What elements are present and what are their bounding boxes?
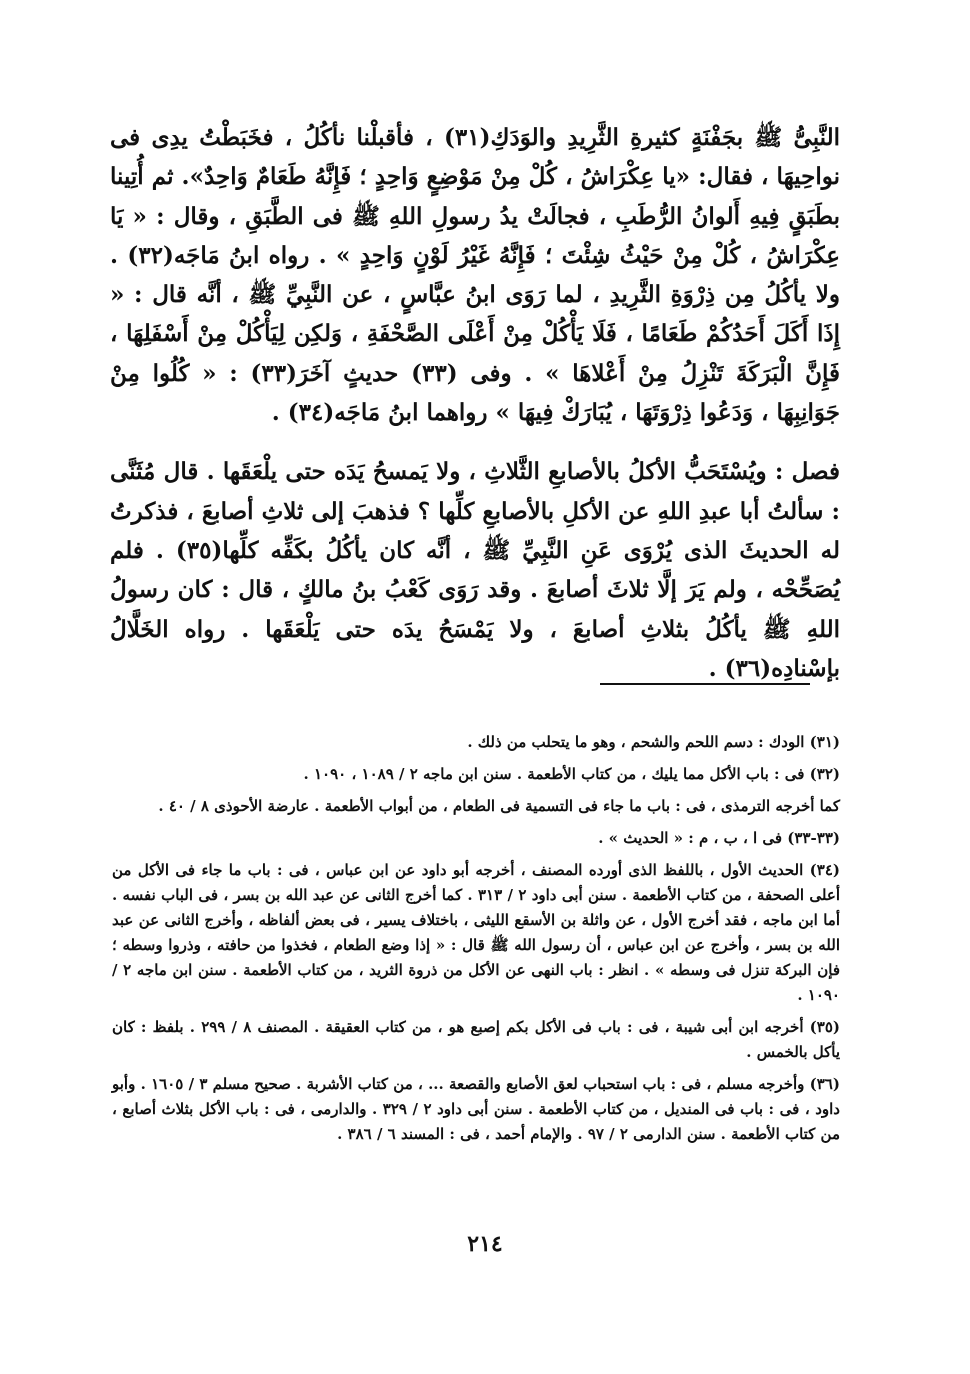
section-label: فصل : — [774, 458, 840, 486]
paragraph-2: ويُسْتَحَبُّ الأكلُ بالأصابعِ الثَّلاثِ ، ولا يَمسحُ يَدَه حتى يلْعَقَها . قال مُثَنَّى : سألتُ أبا عبدِ اللهِ عن الأكلِ بالأصابعِ كلِّها ؟ فذهبَ إلى ثلاثِ أصابعَ ، فذكرتُ له الحديثَ الذى يُرْوَى عَنِ النَّبِيِّ ﷺ ، أنَّه كان يأكُلُ بكَفِّه كلِّها(٣٥) . فلم يُصَحِّحْه ، ولم يَرَ إلَّا ثلاثَ أصابعَ . وقد رَوَى كَعْبُ بنُ مالكٍ ، قال : كان رسولُ اللهِ ﷺ يأكُلُ بثلاثِ أصابعَ ، ولا يَمْسَحُ يدَه حتى يَلْعَقَها . رواه الخَلَّالُ بإسْنادِه(٣٦) . — [110, 458, 840, 682]
paragraph-2-container — [110, 452, 840, 688]
footnotes — [112, 730, 840, 1154]
footnote-34: (٣٤) الحديث الأول ، باللفظ الذى أورده المصنف ، أخرجه أبو داود عن ابن عباس ، فى : باب ما جاء فى الأكل من أعلى الصحفة ، من كتاب الأطعمة . سنن أبى داود ٢ / ٣١٣ . كما أخرج الثانى عن عبد الله بن بسر ، فى الباب نفسه . أما ابن ماجه ، فقد أخرج الأول ، عن واثلة بن الأسقع الليثى ، باختلاف يسير ، فى بعض ألفاظه ، وأخرج الثانى عن عبد الله بن بسر ، وأخرج عن ابن عباس ، أن رسول الله ﷺ قال : « إذا وضع الطعام ، فخذوا من حافته ، وذروا وسطه ؛ فإن البركة تنزل فى وسطه » . انظر : باب النهى عن الأكل من ذروة الثريد ، من كتاب الأطعمة . سنن ابن ماجه ٢ / ١٠٩٠ . — [112, 861, 840, 1004]
paragraph-1: النَّبِىُّ ﷺ بجَفْنَةٍ كثيرةِ الثَّرِيدِ والوَدَكِ(٣١) ، فأقبلْنا نأكُلُ ، فخَبَطْتُ يدِى فى نواحِيهَا ، فقال: «يا عِكْرَاشُ ، كُلْ مِنْ مَوْضِعٍ وَاحِدٍ ؛ فَإِنَّهُ طَعَامٌ وَاحِدٌ». ثم أُتِينا بطَبَقٍ فِيهِ أَلوانُ الرُّطَبِ ، فجالَتْ يدُ رسولِ اللهِ ﷺ فى الطَّبَقِ ، وقال : « يَا عِكْرَاشُ ، كُلْ مِنْ حَيْثُ شِئْتَ ؛ فَإِنَّهُ غَيْرُ لَوْنٍ وَاحِدٍ » . رواه ابنُ مَاجَه(٣٢) . ولا يأكُلُ مِن ذِرْوَةِ الثَّرِيدِ ، لما رَوَى ابنُ عبَّاسٍ ، عن النَّبِيِّ ﷺ ، أنَّه قال : « إِذَا أَكَلَ أَحَدُكُمْ طَعَامًا ، فَلَا يَأْكُلْ مِنْ أَعْلَى الصَّحْفَةِ ، وَلكِن لِيَأْكُلْ مِنْ أَسْفَلِهَا ، فَإِنَّ الْبَرَكَةَ تَنْزِلُ مِنْ أَعْلاهَا » . وفى (٣٣) حديثٍ آخَرَ(٣٣) : « كُلُوا مِنْ جَوَانِبِهَا ، وَدَعُوا ذِرْوَتَهَا ، يُبَارَكْ فِيهَا » رواهما ابنُ مَاجَه(٣٤) . — [110, 124, 841, 427]
footnote-32-continued: كما أخرجه الترمذى ، فى : باب ما جاء فى التسمية فى الطعام ، من أبواب الأطعمة . عارضة الأحوذى ٨ / ٤٠ . — [158, 797, 840, 815]
footnote-36: (٣٦) وأخرجه مسلم ، فى : باب استحباب لعق الأصابع والقصعة ... ، من كتاب الأشربة . صحيح مسلم ٣ / ١٦٠٥ . وأبو داود ، فى : باب فى المنديل ، من كتاب الأطعمة . سنن أبى داود ٢ / ٣٢٩ . والدارمى ، فى : باب الأكل بثلاث أصابع ، من كتاب الأطعمة . سنن الدارمى ٢ / ٩٧ . والإمام أحمد ، فى : المسند ٦ / ٣٨٦ . — [112, 1075, 840, 1143]
page-number: ٢١٤ — [467, 1231, 503, 1257]
footnote-separator — [600, 683, 810, 685]
footnote-32: (٣٢) فى : باب الأكل مما يليك ، من كتاب الأطعمة . سنن ابن ماجه ٢ / ١٠٨٩ ، ١٠٩٠ . — [303, 765, 840, 783]
main-text — [110, 118, 840, 688]
footnote-33: (٣٣-٣٣) فى ا ، ب ، م : « الحديث » . — [598, 829, 840, 847]
footnote-35: (٣٥) أخرجه ابن أبى شيبة ، فى : باب فى الأكل بكم إصبع هو ، من كتاب العقيقة . المصنف ٨ / ٢٩٩ . بلفظ : كان يأكل بالخمس . — [112, 1018, 841, 1061]
footnote-31: (٣١) الودك : دسم اللحم والشحم ، وهو ما يتحلب من ذلك . — [467, 733, 840, 751]
